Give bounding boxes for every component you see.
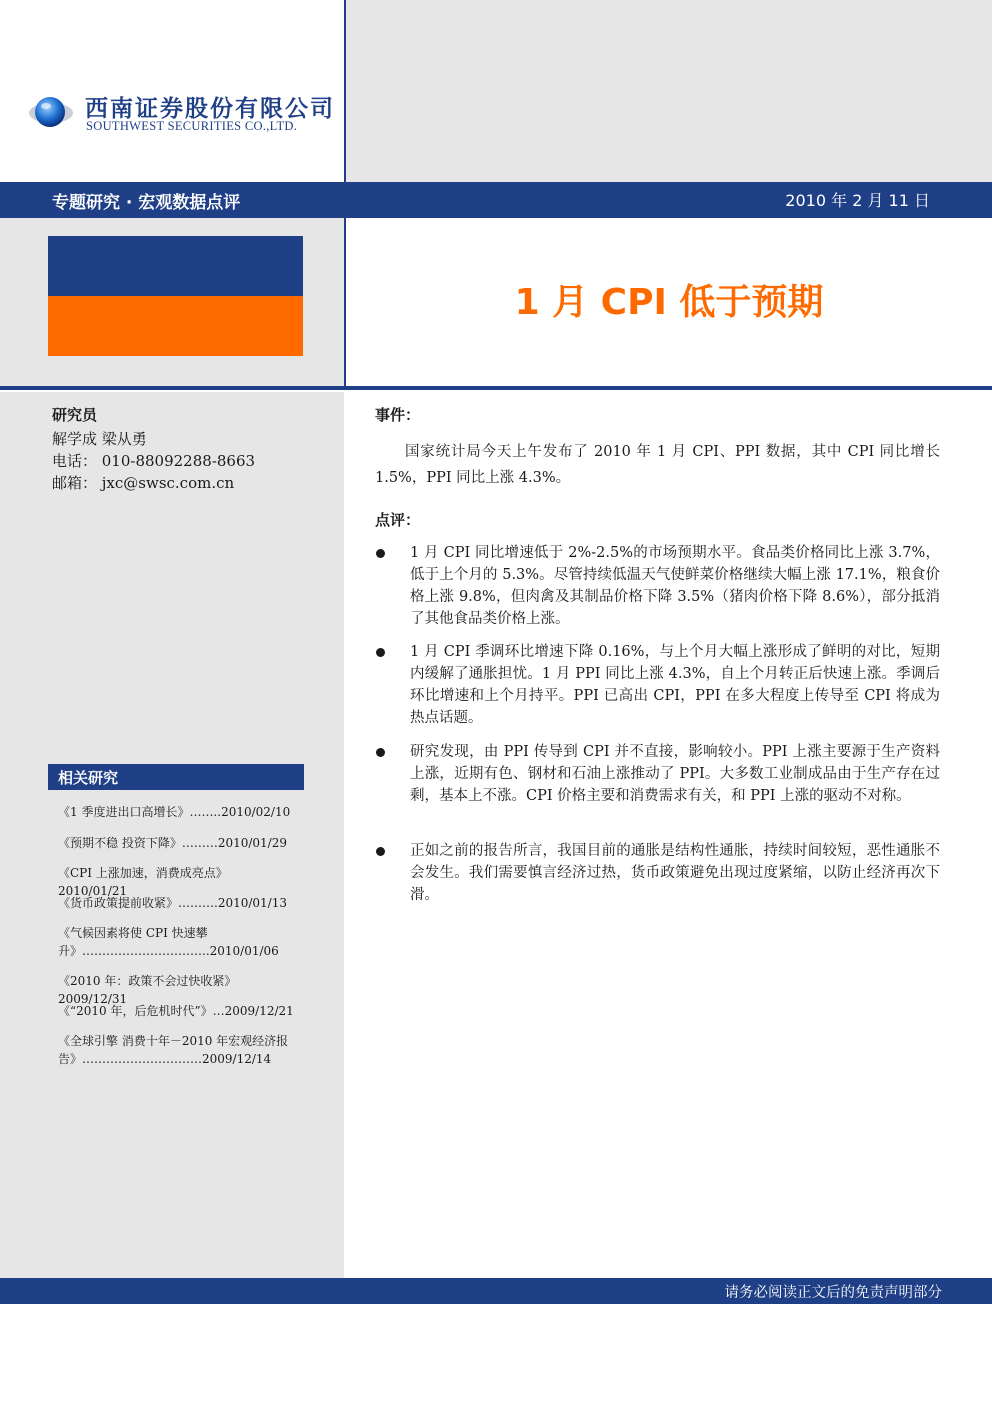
horizontal-divider (0, 386, 992, 390)
related-item[interactable]: 《CPI 上涨加速，消费成亮点》2010/01/21 (58, 866, 228, 898)
related-item[interactable]: 《2010 年：政策不会过快收紧》2009/12/31 (58, 974, 237, 1006)
disclaimer-notice[interactable]: 请务必阅读正文后的免责声明部分 (724, 1285, 942, 1301)
related-item[interactable]: 《货币政策提前收紧》……….2010/01/13 (58, 896, 287, 910)
cover-orange-block (48, 296, 303, 356)
related-item[interactable]: 《预期不稳 投资下降》………2010/01/29 (58, 836, 287, 850)
cover-blue-block (48, 236, 303, 296)
comment-bullet: 1 月 CPI 季调环比增速下降 0.16%，与上个月大幅上涨形成了鲜明的对比，短期内缓解了通胀担忧。1 月 PPI 同比上涨 4.3%，自上个月转正后快速上涨。季调后环比增速和上个月持平。PPI 已高出 CPI，PPI 在多大程度上传导至 CPI 将成为热点话题。 (410, 644, 940, 726)
event-paragraph: 国家统计局今天上午发布了 2010 年 1 月 CPI、PPI 数据，其中 CPI 同比增长 1.5%，PPI 同比上涨 4.3%。 (375, 444, 940, 486)
header-gray-panel (346, 0, 992, 182)
bullet-dot-icon (376, 648, 385, 657)
bullet-dot-icon (376, 748, 385, 757)
comment-bullet: 研究发现，由 PPI 传导到 CPI 并不直接，影响较小。PPI 上涨主要源于生产资料上涨，近期有色、钢材和石油上涨推动了 PPI。大多数工业制成品由于生产存在过剩，基本上不涨。CPI 价格主要和消费需求有关，和 PPI 上涨的驱动不对称。 (410, 744, 940, 804)
footer-band (0, 1278, 992, 1304)
company-logo-icon (28, 92, 74, 134)
comment-bullet: 1 月 CPI 同比增速低于 2%-2.5%的市场预期水平。食品类价格同比上涨 3.7%，低于上个月的 5.3%。尽管持续低温天气使鲜菜价格继续大幅上涨 17.1%，粮食价格上涨 9.8%，但肉禽及其制品价格下降 3.5%（猪肉价格下降 8.6%），部分抵消了其他食品类价格上涨。 (410, 545, 940, 627)
bullet-dot-icon (376, 847, 385, 856)
researcher-email[interactable]: 邮箱： jxc@swsc.com.cn (52, 474, 235, 492)
researcher-names: 解学成 梁从勇 (52, 430, 147, 448)
comment-bullet: 正如之前的报告所言，我国目前的通胀是结构性通胀，持续时间较短，恶性通胀不会发生。我们需要慎言经济过热，货币政策避免出现过度紧缩，以防止经济再次下滑。 (410, 843, 940, 903)
company-name-en: SOUTHWEST SECURITIES CO.,LTD. (86, 119, 298, 133)
researcher-phone: 电话： 010-88092288-8663 (52, 452, 256, 470)
related-research-title: 相关研究 (58, 769, 119, 787)
comment-label: 点评： (375, 511, 421, 529)
report-type: 专题研究 · 宏观数据点评 (52, 193, 241, 213)
bullet-dot-icon (376, 549, 385, 558)
company-name-cn: 西南证券股份有限公司 (85, 95, 335, 122)
related-item[interactable]: 《全球引擎 消费十年－2010 年宏观经济报告》…………………………2009/12/14 (58, 1034, 289, 1066)
related-item[interactable]: 《1 季度进出口高增长》……..2010/02/10 (58, 805, 291, 819)
report-date: 2010 年 2 月 11 日 (785, 191, 930, 210)
related-research-header (48, 764, 304, 790)
related-item[interactable]: 《气候因素将使 CPI 快速攀升》…………………………..2010/01/06 (58, 926, 279, 958)
related-item[interactable]: 《“2010 年，后危机时代”》…2009/12/21 (58, 1004, 294, 1018)
event-label: 事件： (375, 406, 421, 424)
page-title: 1 月 CPI 低于预期 (514, 282, 824, 323)
researcher-label: 研究员 (52, 406, 98, 424)
